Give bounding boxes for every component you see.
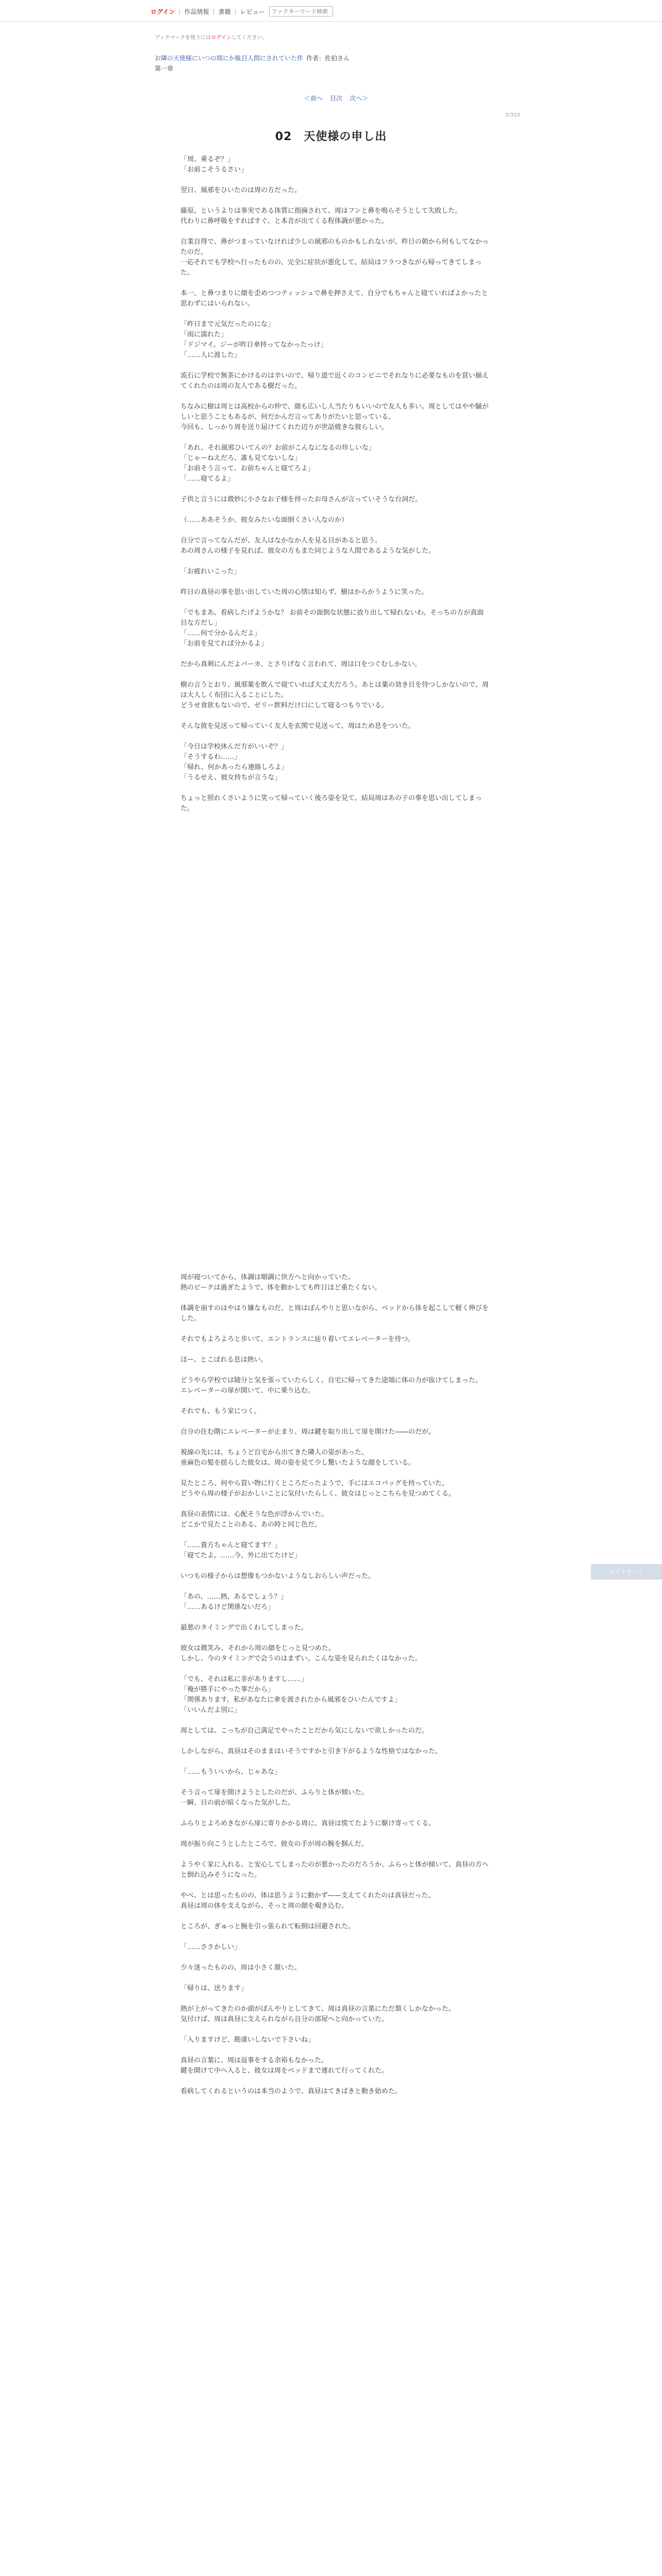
nav-item-work-info[interactable]: 作品情報 (184, 8, 209, 15)
body-paragraph: 「でもまあ、看病したげようかな？ お前その面倒な状態に放り出して帰れないわ。そっちの方が真面目な方だし」 「……何で分かるんだよ」 「お前を見てれば分かるよ」 (180, 609, 484, 648)
body-paragraph: 「周、乗るぞ？」 「お前こそうるさい」 (180, 156, 248, 174)
body-paragraph: 「お疲れいこった」 (180, 568, 241, 575)
body-paragraph: そんな彼を見送って帰っていく友人を玄関で見送って、周はため息をついた。 (180, 722, 415, 730)
body-paragraph: どうやら学校では随分と気を張っていたらしく、自宅に帰ってきた途端に体の力が抜けてしまった。 エレベーターの扉が開いて、中に乗り込む。 (180, 1377, 482, 1395)
breadcrumb (155, 54, 516, 63)
body-paragraph: だから真剣にんだよバーカ、とさりげなく言われて、周は口をつぐむしかない。 (180, 660, 421, 668)
body-paragraph: 最悪のタイミングで出くわしてしまった。 (180, 1624, 308, 1632)
body-paragraph: 体調を崩すのはやはり嫌なものだ、と周はぼんやりと思いながら、ベッドから体を起こして軽く伸びをした。 (180, 1304, 489, 1323)
bookmark-login-note (155, 33, 268, 41)
bookmark-note-prefix: ブックマークを使うには (155, 35, 211, 41)
body-paragraph: 「昨日まで元気だったのにな」 「雨に濡れた」 「ドジマイ。ジーが昨日傘持ってなかったっけ」 「……人に渡した」 (180, 320, 327, 359)
body-paragraph: それでも、もう家につく。 (180, 1408, 261, 1415)
body-paragraph: やべ、とは思ったものの、体は思うように動かず——支えてくれたのは真昼だった。 真昼は周の体を支えながら、そっと周の顔を覗き込む。 (180, 1892, 435, 1910)
body-paragraph: 「……ささかしい」 (180, 1943, 241, 1951)
body-paragraph: 翌日、風邪をひいたのは周の方だった。 (180, 187, 302, 194)
body-paragraph: 周が寝ついてから、体調は順調に快方へと向かっていた。 熱のピークは過ぎたようで、体を動かしても昨日ほど重たくない。 (180, 1274, 382, 1292)
body-paragraph: 真昼の言葉に、周は返事をする余裕もなかった。 鍵を開けて中へ入ると、彼女は周をベッドまで連れて行ってくれた。 (180, 2057, 389, 2075)
body-paragraph: 視線の先には、ちょうど自宅から出てきた隣人の姿があった。 亜麻色の髪を揺らした彼女は、周の姿を見て少し驚いたような顔をしている。 (180, 1449, 416, 1467)
body-paragraph: それでもよろよろと歩いて、エントランスに辿り着いてエレベーターを待つ。 (180, 1335, 415, 1343)
body-paragraph: 「今日は学校休んだ方がいいぞ？」 「そうするわ……」 「帰れ、何かあったら連絡しろよ」 「うるせえ、彼女持ちが言うな」 (180, 743, 288, 782)
chapter-body-bottom (180, 1273, 490, 2107)
body-paragraph: 少々迷ったものの、周は小さく頷いた。 (180, 1964, 301, 1972)
volume-label: 第一章 (155, 65, 174, 72)
body-paragraph: 本一、と鼻つまりに顔を歪めつつティッシュで鼻を押さえて、自分でもちゃんと寝ていればよかったと思わずにはいられない。 (180, 290, 488, 308)
bookmark-note-suffix: してください。 (231, 35, 268, 41)
login-link[interactable]: ログイン (151, 8, 175, 15)
chapter-body-top (180, 155, 490, 824)
prev-button[interactable]: ＜前へ (304, 95, 323, 102)
search-input[interactable] (269, 6, 333, 16)
body-paragraph: 「……貴方ちゃんと寝てます？」 「寝てたよ。……今、外に出てたけど」 (180, 1541, 302, 1560)
top-nav (151, 6, 333, 16)
body-paragraph: 周が振り向こうとしたところで、彼女の手が周の腕を掴んだ。 (180, 1840, 368, 1848)
body-paragraph: ふらりとよろめきながら扉に寄りかかる周に、真昼は慌てたように駆け寄ってくる。 (180, 1820, 436, 1827)
body-paragraph: 藤原、というよりは事実である体質に指摘されて、周はフンと鼻を鳴らそうとして失敗した。 代わりに鼻呼吸をすればすぐ、と本音が出てくる程体調が悪かった。 (180, 207, 462, 225)
body-paragraph: 看病してくれるというのは本当のようで、真昼はてきぱきと動き始めた。 (180, 2088, 402, 2095)
pager-top (304, 94, 368, 103)
body-paragraph: 「……もういいから、じゃあな」 (180, 1768, 282, 1776)
body-paragraph: ようやく家に入れる、と安心してしまったのが悪かったのだろうか、ふらっと体が傾いて、真昼の方へと倒れ込みそうになった。 (180, 1861, 489, 1879)
body-paragraph: そう言って扉を開けようとしたのだが、ふらりと体が傾いた。 一瞬、目の前が暗くなった気がした。 (180, 1789, 369, 1807)
body-paragraph: 彼女は微笑み、それから周の顔をじっと見つめた。 しかし、今のタイミングで会うのはまずい。こんな姿を見られたくはなかった。 (180, 1645, 422, 1663)
body-paragraph: 自業自得で、鼻がつまっていなければ少しの風邪のものかもしれないが、昨日の朝から何もしてなかったのだ。 一応それでも学校へ行ったものの、完全に症状が悪化して、結局はフラつきながら帰ってきてしまった。 (180, 238, 489, 277)
body-paragraph: 昨日の真昼の事を思い出していた周の心情は知らず、樹はからかうように笑った。 (180, 588, 428, 596)
body-paragraph: 流石に学校で無茶にかけるのは辛いので、帰り道で近くのコンビニでそれなりに必要なものを買い揃えてくれたのは周の友人である樹だった。 (180, 372, 489, 390)
body-paragraph: 熱が上がってきたのか頭がぼんやりとしてきて、周は真昼の言葉にただ頷くしかなかった。 気付けば、周は真昼に支えられながら自分の部屋へと向かっていた。 (180, 2005, 455, 2023)
body-paragraph: 自分で言ってなんだが、友人はなかなか人を見る目があると思う。 あの周さんの様子を見れば、彼女の方もまた同じような人間であるような気がした。 (180, 537, 436, 555)
body-paragraph: 「でも、それは私に非がありますし……」 「俺が勝手にやった事だから」 「関係あります。私があなたに傘を渡されたから風邪をひいたんですよ」 「いいんだよ別に」 (180, 1675, 401, 1714)
body-paragraph: 見たところ、何やら買い物に行くところだったようで、手にはエコバッグを持っていた。 どうやら周の様子がおかしいことに気付いたらしく、彼女はじっとこちらを見つめてくる。 (180, 1480, 455, 1498)
body-paragraph: 真昼の表情には、心配そうな色が浮かんでいた。 どこかで見たことのある、あの時と同じ色だ。 (180, 1511, 328, 1529)
nav-item-reviews[interactable]: レビュー (240, 8, 265, 15)
top-navbar (0, 0, 662, 22)
body-paragraph: ちなみに樹は周とは高校からの仲で、顔も広いし人当たりもいいので友人も多い。周としてはやや騒がしいと思うこともあるが、何だかんだ言ってありがたいと思っている。 今回も、しっかり周を送り届けてくれた辺りが世話焼きな彼らしい。 (180, 403, 489, 431)
body-paragraph: 「入りますけど、勘違いしないで下さいね」 (180, 2036, 315, 2044)
page-number: 2/310 (505, 112, 520, 118)
chapter-title: 02 天使様の申し出 (275, 130, 387, 143)
body-paragraph: 「帰りは、送ります」 (180, 1985, 248, 1992)
body-paragraph: ちょっと照れくさいように笑って帰っていく後ろ姿を見て、結局周はあの子の事を思い出してしまった。 (180, 794, 482, 812)
body-paragraph: 樹の言うとおり、風邪薬を飲んで寝ていれば大丈夫だろう。あとは薬の効き目を待つしかないので、周は大人しく布団に入ることにした。 どうせ食欲もないので、ゼリー飲料だけ口にして寝るつもりでいる。 (180, 681, 489, 709)
body-paragraph: ところが、ぎゅっと腕を引っ張られて転倒は回避された。 (180, 1923, 355, 1930)
night-mode-button[interactable]: ナイトモード (591, 1564, 662, 1580)
nav-item-books[interactable]: 書籍 (218, 8, 231, 15)
toc-button[interactable]: 目次 (330, 95, 343, 102)
body-paragraph: （……ああそうか、彼女みたいな面倒くさい人なのか） (180, 516, 349, 524)
nav-separator: | (234, 8, 237, 15)
next-button[interactable]: 次へ＞ (350, 95, 369, 102)
body-paragraph: 子供と言うには微妙に小さなお子様を持ったお母さんが言っていそうな台詞だ。 (180, 496, 422, 503)
nav-separator: | (212, 8, 215, 15)
body-paragraph: 「あれ、それ風邪ひいてんの？お前がこんなになるの珍しいな」 「じゃーねえだろ、誰も見てないしな」 「お前そう言って、お前ちゃんと寝てろよ」 「……寝てるよ」 (180, 444, 375, 483)
nav-separator: | (178, 8, 181, 15)
work-title-link[interactable]: お隣の天使様にいつの間にか駄目人間にされていた件 (155, 55, 304, 62)
bookmark-login-link[interactable]: ログイン (211, 35, 231, 41)
body-paragraph: ほー、とこぼれる息は熱い。 (180, 1356, 268, 1364)
body-paragraph: 自分の住む階にエレベーターが止まり、周は鍵を取り出して扉を開けた――のだが。 (180, 1428, 436, 1436)
body-paragraph: いつもの様子からは想像もつかないようなしおらしい声だった。 (180, 1572, 375, 1580)
body-paragraph: しかしながら、真昼はそのままはいそうですかと引き下がるような性格ではなかった。 (180, 1748, 442, 1755)
author-name[interactable]: 作者：佐伯さん (306, 55, 350, 62)
body-paragraph: 周としては、こっちが自己満足でやったことだから気にしないで欲しかったのだ。 (180, 1727, 428, 1735)
body-paragraph: 「あの、……熱、あるでしょう？」 「……あるけど関係ないだろ」 (180, 1593, 288, 1611)
